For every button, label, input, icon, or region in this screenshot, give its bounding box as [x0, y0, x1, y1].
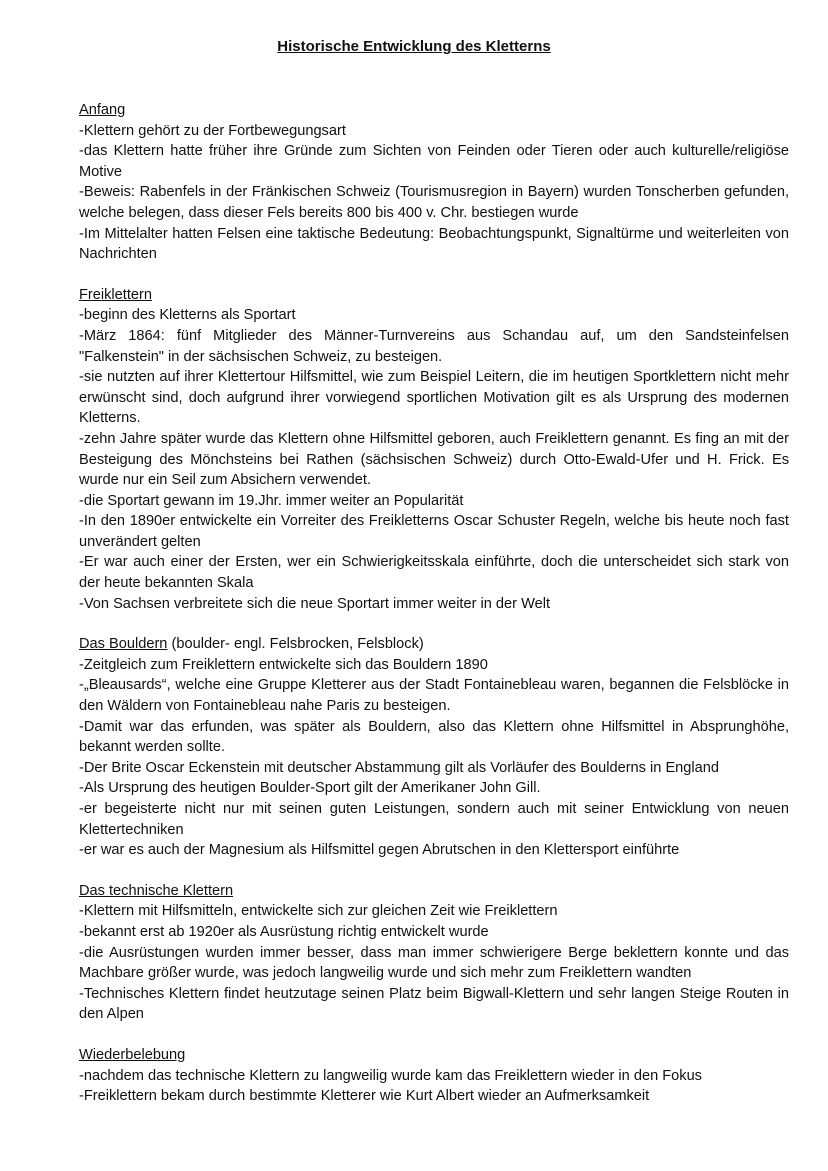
section-heading-text: Das technische Klettern	[79, 882, 234, 899]
paragraph-line: -das Klettern hatte früher ihre Gründe zum Sichten von Feinden oder Tieren oder auch kulturelle/religiöse Motive	[79, 143, 789, 180]
paragraph-line: -er war es auch der Magnesium als Hilfsmittel gegen Abrutschen in den Klettersport einführte	[79, 842, 680, 859]
document-title: Historische Entwicklung des Kletterns	[277, 38, 551, 55]
paragraph-line: -sie nutzten auf ihrer Klettertour Hilfsmittel, wie zum Beispiel Leitern, die im heutigen Sportklettern nicht mehr erwünscht sind, doch aufgrund ihrer vorwiegend sportlichen Motivation gilt es als Ursprung des modernen Kletterns.	[79, 369, 789, 427]
document-body	[79, 100, 789, 1127]
section-freiklettern	[79, 285, 789, 615]
paragraph-line: -zehn Jahre später wurde das Klettern ohne Hilfsmittel geboren, auch Freiklettern genannt. Es fing an mit der Besteigung des Mönchsteins bei Rathen (sächsischen Schweiz) durch Otto-Ewald-Ufer und H. Frick. Es wurde nur ein Seil zum Absichern verwendet.	[79, 430, 789, 489]
paragraph-line: -Technisches Klettern findet heutzutage seinen Platz beim Bigwall-Klettern und sehr langen Steige Routen in den Alpen	[79, 985, 789, 1023]
paragraph-line: -Der Brite Oscar Eckenstein mit deutscher Abstammung gilt als Vorläufer des Boulderns in England	[79, 759, 720, 776]
paragraph-line: -Freiklettern bekam durch bestimmte Kletterer wie Kurt Albert wieder an Aufmerksamkeit	[79, 1088, 650, 1105]
section-anfang	[79, 100, 789, 265]
paragraph-line: -März 1864: fünf Mitglieder des Männer-Turnvereins aus Schandau auf, um den Sandsteinfelsen "Falkenstein" in der sächsischen Schweiz, zu besteigen.	[79, 327, 789, 365]
paragraph-line: -Klettern gehört zu der Fortbewegungsart	[79, 122, 346, 139]
section-heading-text: Anfang	[79, 102, 126, 118]
paragraph-line: -die Sportart gewann im 19.Jhr. immer weiter an Popularität	[79, 492, 464, 509]
section-heading-text: Wiederbelebung	[79, 1046, 186, 1063]
paragraph-line: -„Bleausards“, welche eine Gruppe Kletterer aus der Stadt Fontainebleau waren, begannen die Felsblöcke in den Wäldern von Fontainebleau nahe Paris zu besteigen.	[79, 677, 789, 715]
section-heading-text: Das Bouldern	[79, 636, 168, 653]
section-wiederbelebung	[79, 1045, 789, 1107]
paragraph-line: -Im Mittelalter hatten Felsen eine taktische Bedeutung: Beobachtungspunkt, Signaltürme und weiterleiten von Nachrichten	[79, 225, 789, 263]
section-heading-suffix: (boulder- engl. Felsbrocken, Felsblock)	[167, 636, 424, 653]
paragraph-line: -Als Ursprung des heutigen Boulder-Sport gilt der Amerikaner John Gill.	[79, 780, 541, 797]
section-bouldern	[79, 634, 789, 861]
section-heading	[79, 881, 789, 902]
paragraph-line: -Beweis: Rabenfels in der Fränkischen Schweiz (Tourismusregion in Bayern) wurden Tonscherben gefunden, welche belegen, dass dieser Fels bereits 800 bis 400 v. Chr. bestiegen wurde	[79, 184, 789, 221]
section-heading-text: Freiklettern	[79, 286, 152, 303]
paragraph-line: -Klettern mit Hilfsmitteln, entwickelte sich zur gleichen Zeit wie Freiklettern	[79, 903, 558, 920]
paragraph-line: -Damit war das erfunden, was später als Bouldern, also das Klettern ohne Hilfsmittel in Absprunghöhe, bekannt werden sollte.	[79, 718, 789, 756]
paragraph-line: -Von Sachsen verbreitete sich die neue Sportart immer weiter in der Welt	[79, 595, 551, 612]
paragraph-line: -er begeisterte nicht nur mit seinen guten Leistungen, sondern auch mit seiner Entwicklung von neuen Klettertechniken	[79, 801, 789, 838]
paragraph-line: -nachdem das technische Klettern zu langweilig wurde kam das Freiklettern wieder in den Fokus	[79, 1067, 702, 1084]
paragraph-line: -beginn des Kletterns als Sportart	[79, 307, 296, 324]
section-heading	[79, 285, 789, 306]
paragraph-line: -Er war auch einer der Ersten, wer ein Schwierigkeitsskala einführte, doch die unterscheidet sich stark von der heute bekannten Skala	[79, 554, 789, 592]
section-heading	[79, 100, 789, 121]
section-heading	[79, 634, 789, 655]
paragraph-line: -In den 1890er entwickelte ein Vorreiter des Freikletterns Oscar Schuster Regeln, welche bis heute noch fast unverändert gelten	[79, 513, 789, 550]
paragraph-line: -bekannt erst ab 1920er als Ausrüstung richtig entwickelt wurde	[79, 923, 489, 940]
section-heading	[79, 1045, 789, 1066]
paragraph-line: -die Ausrüstungen wurden immer besser, dass man immer schwierigere Berge beklettern konnte und das Machbare größer wurde, was jedoch langweilig wurde und sich mehr zum Freiklettern wandten	[79, 944, 789, 982]
paragraph-line: -Zeitgleich zum Freiklettern entwickelte sich das Bouldern 1890	[79, 656, 488, 673]
section-technisches-klettern	[79, 881, 789, 1025]
